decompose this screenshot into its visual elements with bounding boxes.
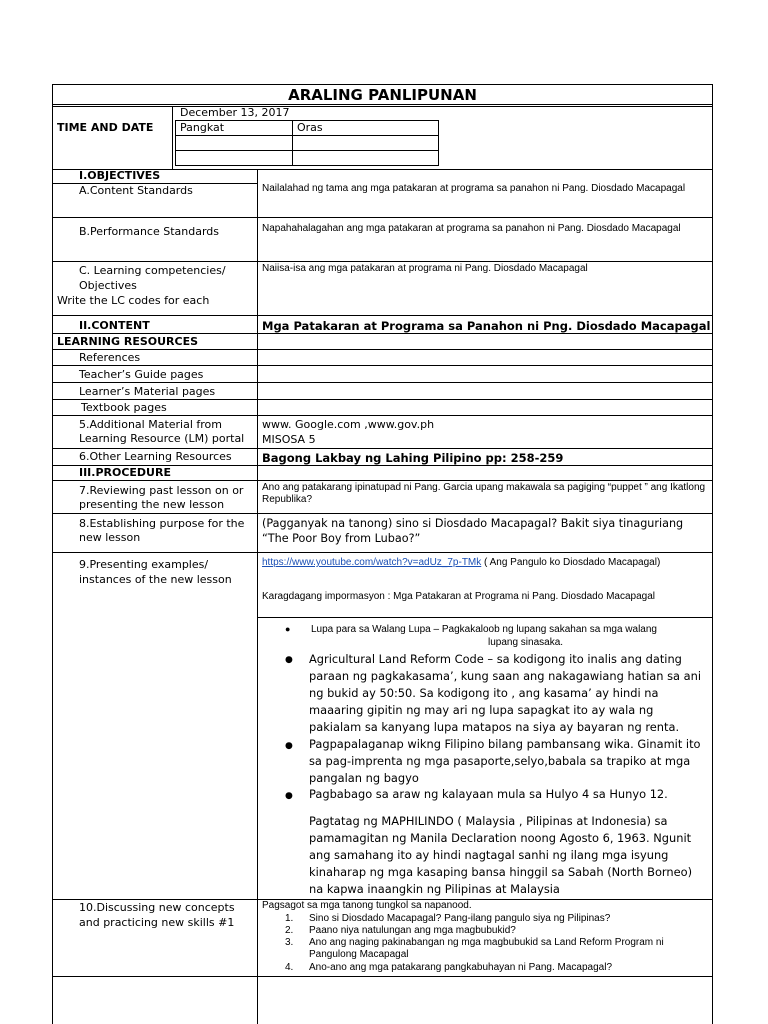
performance-standards-label: B.Performance Standards xyxy=(79,225,220,238)
discussing-label-1: 10.Discussing new concepts xyxy=(79,901,235,914)
bullet-dot: ● xyxy=(285,624,291,634)
question-number: 3. xyxy=(285,937,294,948)
question-text: Paano niya natulungan ang mga magbubukid? xyxy=(309,925,516,936)
page-title: ARALING PANLIPUNAN xyxy=(288,86,477,104)
bullet-dot: ● xyxy=(285,741,293,751)
divider xyxy=(52,349,713,350)
content-standards-value: Nailalahad ng tama ang mga patakaran at programa sa panahon ni Pang. Diosdado Macapagal xyxy=(262,183,686,194)
presenting-label-1: 9.Presenting examples/ xyxy=(79,558,209,571)
pangkat-header: Pangkat xyxy=(180,121,225,134)
question-number: 1. xyxy=(285,913,294,924)
lc-label-line-3: Write the LC codes for each xyxy=(57,294,210,307)
divider xyxy=(52,382,713,383)
divider xyxy=(52,261,713,262)
bullet-3: Pagpapalaganap wikng Filipino bilang pambansang wika. Ginamit ito sa pag-imprenta ng mga pasaporte,selyo,babala sa trapiko at mga pangalan ng bagyo xyxy=(309,737,701,785)
content-standards-label: A.Content Standards xyxy=(79,184,193,197)
additional-material-value-2: MISOSA 5 xyxy=(262,433,316,446)
question-text: Ano ang naging pakinabangan ng mga magbubukid sa Land Reform Program ni Pangulong Macapagal xyxy=(309,937,664,960)
establishing-label-2: new lesson xyxy=(79,531,141,544)
question-number: 2. xyxy=(285,925,294,936)
additional-material-label-2: Learning Resource (LM) portal xyxy=(79,432,245,445)
bullet-1-line-1: Lupa para sa Walang Lupa – Pagkakaloob ng lupang sakahan sa mga walang xyxy=(311,624,657,635)
bullet-2: Agricultural Land Reform Code – sa kodigong ito inalis ang dating paraan ng pagkakasama’, kung saan ang nakagawiang hatian sa ani ng bukid ay 50:50. Sa kodigong ito , ang kasama’ ay hindi na maaaring gipitin ng may ari ng lupa sapagkat ito ay wala ng pakialam sa kanyang lupa matapos na siya ay bayaran ng renta. xyxy=(309,652,701,734)
additional-material-value-1: www. Google.com ,www.gov.ph xyxy=(262,418,435,431)
other-resources-value: Bagong Lakbay ng Lahing Pilipino pp: 258-259 xyxy=(262,451,564,465)
divider xyxy=(292,120,293,166)
learning-resources-heading: LEARNING RESOURCES xyxy=(57,335,199,348)
divider xyxy=(52,333,713,334)
time-and-date-label: TIME AND DATE xyxy=(57,121,154,134)
bullet-1-line-2: lupang sinasaka. xyxy=(488,637,564,648)
reviewing-label-1: 7.Reviewing past lesson on or xyxy=(79,484,244,497)
lc-label-line-1: C. Learning competencies/ xyxy=(79,264,226,277)
divider xyxy=(52,513,713,514)
divider xyxy=(52,315,713,316)
divider xyxy=(52,448,713,449)
divider xyxy=(52,552,713,553)
divider xyxy=(52,104,713,105)
learners-material-label: Learner’s Material pages xyxy=(79,385,216,398)
divider xyxy=(52,106,713,107)
additional-info: Karagdagang impormasyon : Mga Patakaran at Programa ni Pang. Diosdado Macapagal xyxy=(262,591,656,602)
divider xyxy=(52,976,713,977)
reviewing-value: Ano ang patakarang ipinatupad ni Pang. Garcia upang makawala sa pagiging “puppet ” ang Ikatlong Republika? xyxy=(262,482,706,505)
lc-value: Naiisa-isa ang mga patakaran at programa ni Pang. Diosdado Macapagal xyxy=(262,263,588,274)
divider xyxy=(175,150,439,151)
presenting-link-block xyxy=(262,557,707,569)
references-label: References xyxy=(79,351,141,364)
bullet-4: Pagbabago sa araw ng kalayaan mula sa Hulyo 4 sa Hunyo 12. xyxy=(309,787,668,801)
bullet-dot: ● xyxy=(285,655,293,665)
divider xyxy=(52,480,713,481)
presenting-label-2: instances of the new lesson xyxy=(79,573,232,586)
procedure-heading: III.PROCEDURE xyxy=(79,466,171,479)
objectives-heading: I.OBJECTIVES xyxy=(79,169,161,182)
column-divider xyxy=(257,169,258,1024)
divider xyxy=(175,135,439,136)
lc-label-line-2: Objectives xyxy=(79,279,137,292)
question-text: Ano-ano ang mga patakarang pangkabuhayan ni Pang. Macapagal? xyxy=(309,962,613,973)
question-number: 4. xyxy=(285,962,294,973)
discussing-label-2: and practicing new skills #1 xyxy=(79,916,235,929)
establishing-value-2: “The Poor Boy from Lubao?” xyxy=(262,532,421,545)
divider xyxy=(257,617,713,618)
bullet-dot: ● xyxy=(285,791,293,801)
establishing-value-1: (Pagganyak na tanong) sino si Diosdado Macapagal? Bakit siya tinaguriang xyxy=(262,517,684,530)
divider xyxy=(52,365,713,366)
youtube-link-note: ( Ang Pangulo ko Diosdado Macapagal) xyxy=(481,557,661,568)
divider xyxy=(52,217,713,218)
discussing-intro: Pagsagot sa mga tanong tungkol sa napanood. xyxy=(262,900,472,911)
content-value: Mga Patakaran at Programa sa Panahon ni Png. Diosdado Macapagal xyxy=(262,319,711,333)
divider xyxy=(52,399,713,400)
establishing-label-1: 8.Establishing purpose for the xyxy=(79,517,245,530)
textbook-label: Textbook pages xyxy=(81,401,167,414)
other-resources-label: 6.Other Learning Resources xyxy=(79,450,232,463)
youtube-link[interactable]: https://www.youtube.com/watch?v=adUz_7p-TMk xyxy=(262,557,482,568)
date-value: December 13, 2017 xyxy=(180,106,290,119)
maphilindo-paragraph: Pagtatag ng MAPHILINDO ( Malaysia , Pilipinas at Indonesia) sa pamamagitan ng Manila Declaration noong Agosto 6, 1963. Ngunit ang samahang ito ay hindi nagtagal sanhi ng ilang mga isyung kinaharap ng mga kasaping bansa hinggil sa Sabah (North Borneo) na kapwa inaangkin ng Pilipinas at Malaysia xyxy=(309,814,693,896)
divider xyxy=(52,415,713,416)
teachers-guide-label: Teacher’s Guide pages xyxy=(79,368,204,381)
reviewing-label-2: presenting the new lesson xyxy=(79,498,225,511)
performance-standards-value: Napahahalagahan ang mga patakaran at programa sa panahon ni Pang. Diosdado Macapagal xyxy=(262,223,681,234)
additional-material-label-1: 5.Additional Material from xyxy=(79,418,222,431)
question-text: Sino si Diosdado Macapagal? Pang-ilang pangulo siya ng Pilipinas? xyxy=(309,913,611,924)
oras-header: Oras xyxy=(297,121,323,134)
content-heading: II.CONTENT xyxy=(79,319,150,332)
divider xyxy=(172,106,173,170)
